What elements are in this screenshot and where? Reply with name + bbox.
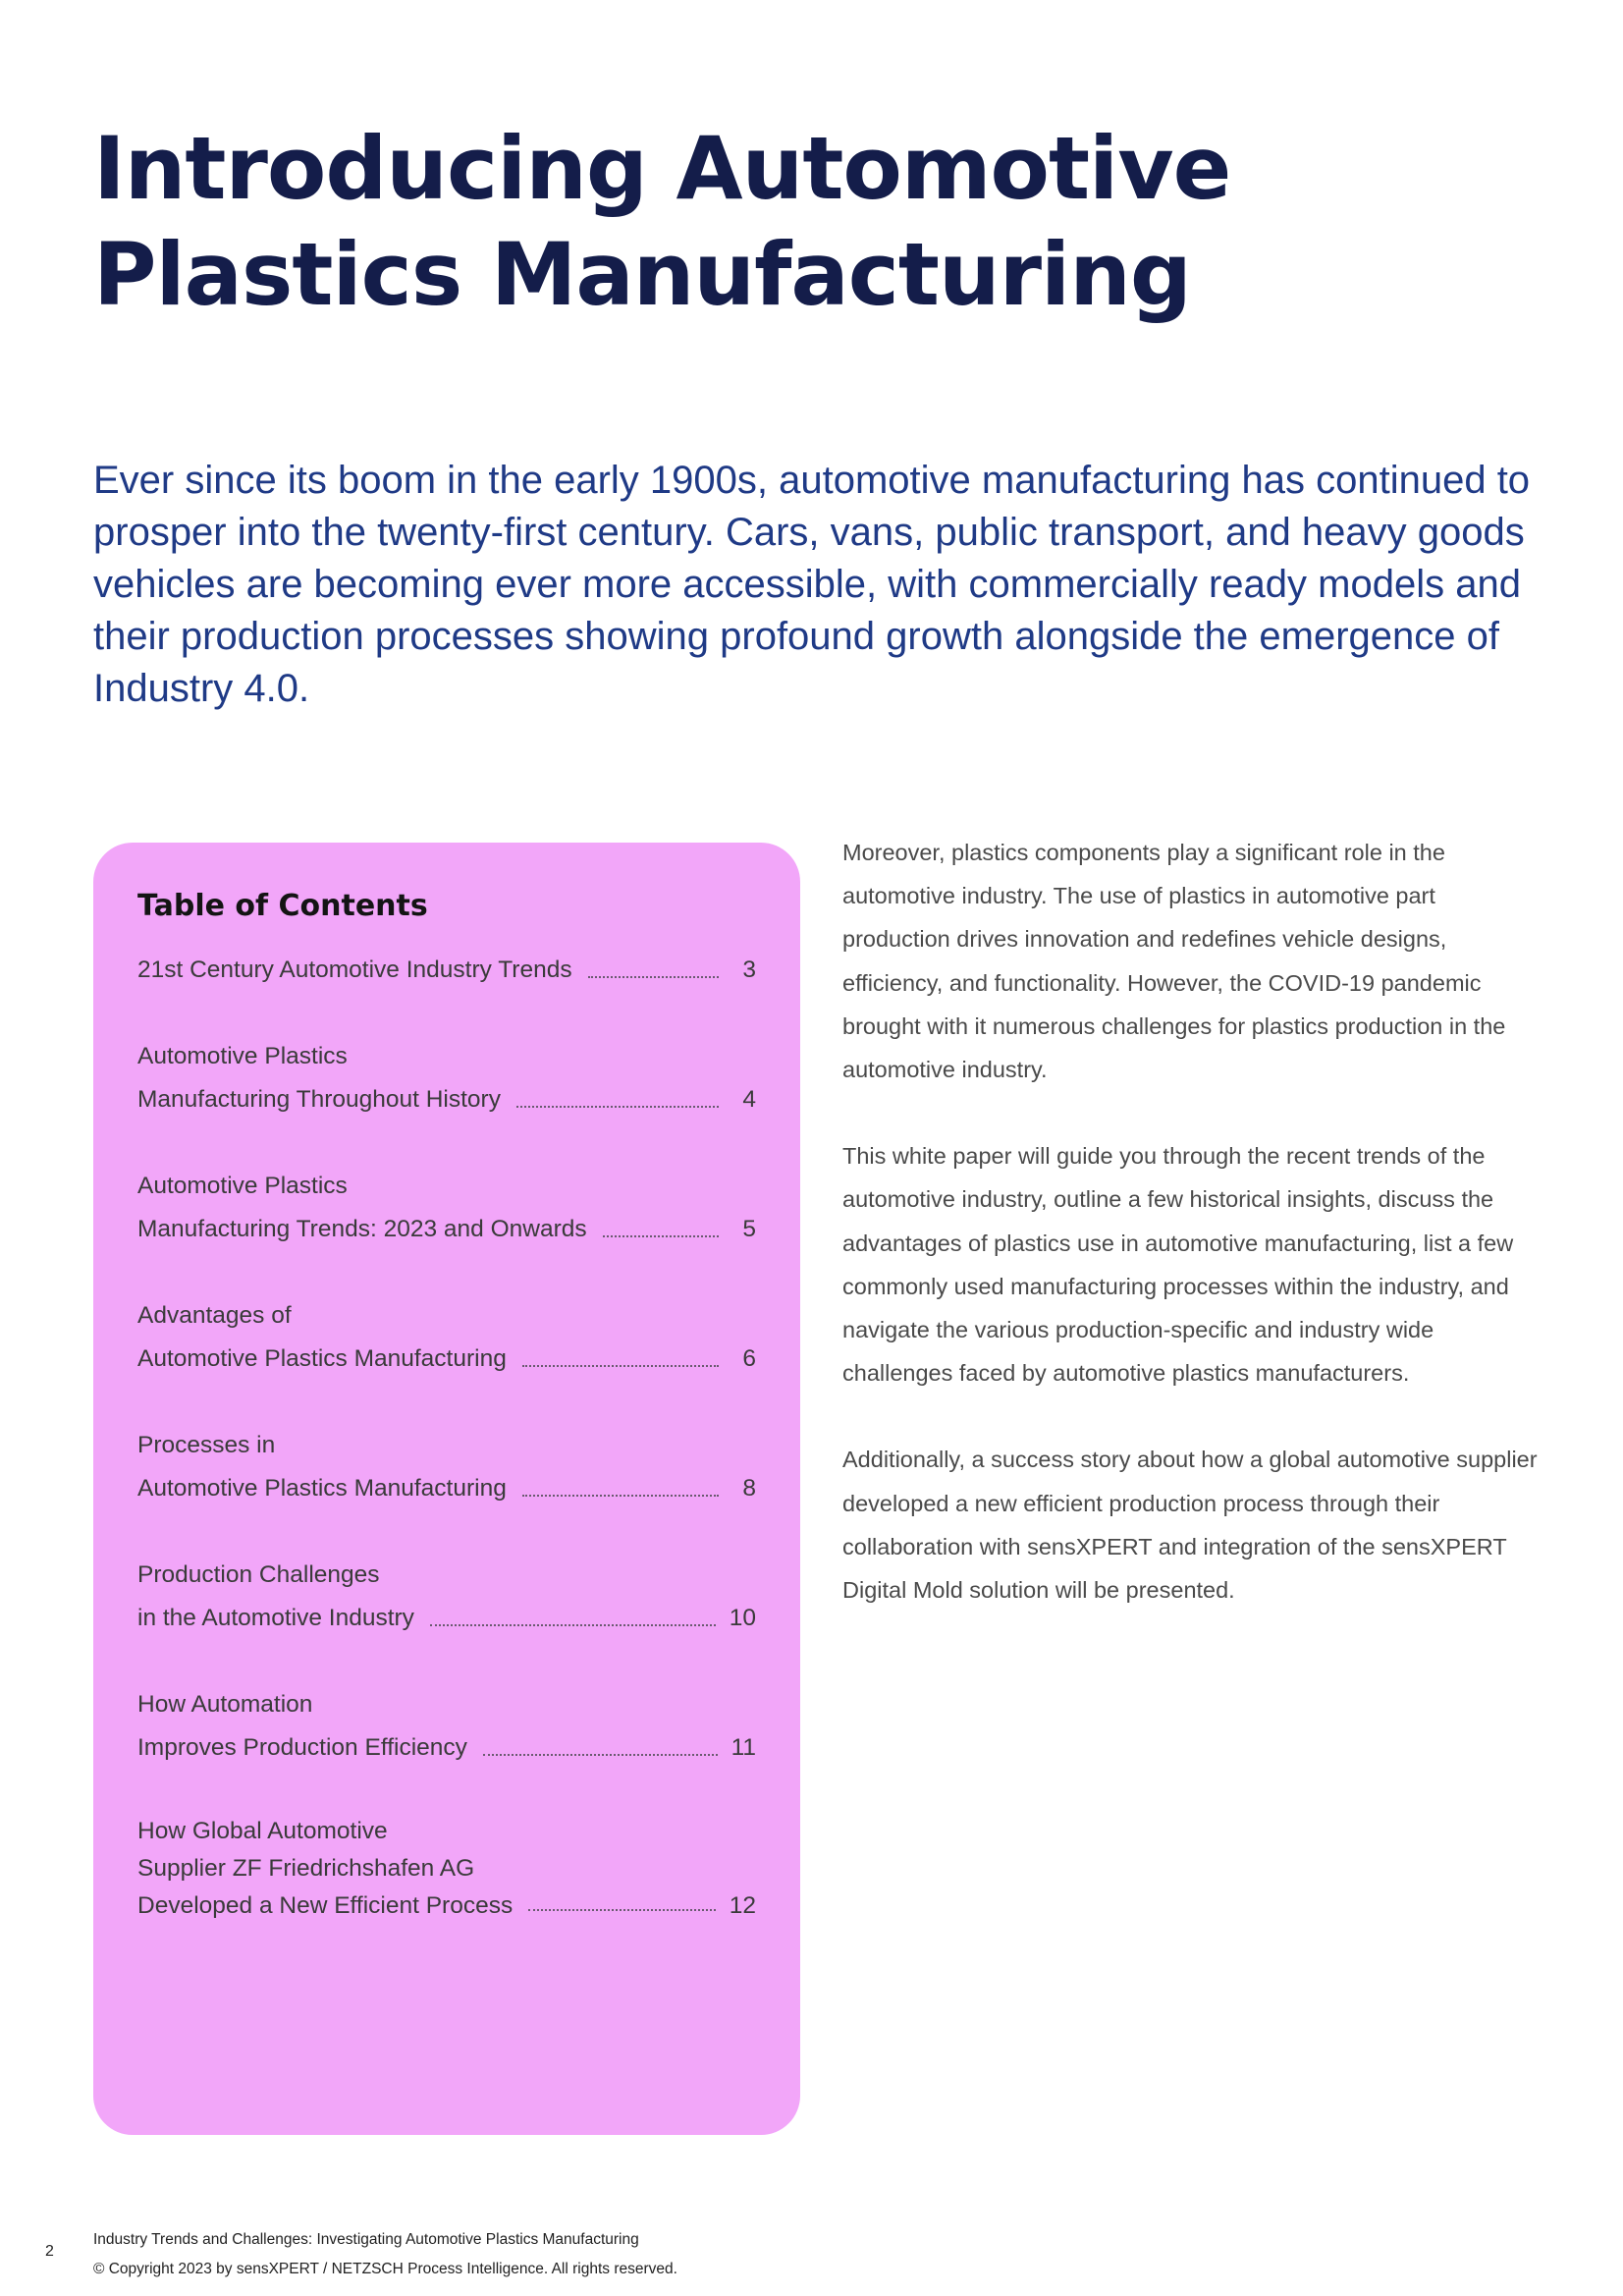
page-title: Introducing Automotive Plastics Manufacturing [93,118,1231,325]
footer-page-number: 2 [45,2243,54,2260]
toc-entry[interactable] [137,1035,756,1121]
toc-entry[interactable] [137,1683,756,1770]
body-paragraph: Moreover, plastics components play a significant role in the automotive industry. The use of plastics in automotive part production drives innovation and redefines vehicle designs, efficiency, and functionality. However, the COVID-19 pandemic brought with it numerous challenges for plastics production in the automotive industry. [842,840,1506,1083]
body-paragraph: This white paper will guide you through the recent trends of the automotive industry, outline a few historical insights, discuss the advantages of plastics use in automotive manufacturing, list a few commonly used manufacturing processes within the industry, and navigate the various production-specific and industry wide challenges faced by automotive plastics manufacturers. [842,1143,1514,1387]
toc-entry-page: 4 [742,1086,756,1113]
body-text-column [842,831,1549,1655]
toc-entry-page: 12 [729,1892,756,1919]
toc-leader-dots [588,976,719,978]
intro-paragraph: Ever since its boom in the early 1900s, automotive manufacturing has continued to prosper into the twenty-first century. Cars, vans, public transport, and heavy goods vehicles are becoming ever more accessible, with commercially ready models and their production processes showing profound growth alongside the emergence of Industry 4.0. [93,459,1531,710]
toc-entry-page: 3 [742,957,756,983]
toc-entry-page: 10 [729,1605,756,1631]
toc-entry[interactable] [137,949,756,992]
toc-entry[interactable] [137,1165,756,1251]
toc-entry-page: 6 [742,1345,756,1372]
toc-leader-dots [516,1106,719,1108]
footer [93,2225,677,2284]
table-of-contents [93,843,800,2135]
toc-entry-title: How Automation Improves Production Efficiency [137,1691,467,1761]
toc-entry[interactable] [137,1294,756,1381]
toc-entry-title: Automotive Plastics Manufacturing Trends: 2023 and Onwards [137,1173,587,1242]
toc-list [137,949,756,1925]
toc-entry-title: Processes in Automotive Plastics Manufacturing [137,1432,507,1502]
toc-heading: Table of Contents [137,889,428,923]
toc-entry-title: How Global Automotive Supplier ZF Friedrichshafen AG Developed a New Efficient Process [137,1818,514,1919]
toc-entry-title: Production Challenges in the Automotive Industry [137,1561,414,1631]
toc-entry[interactable] [137,1554,756,1640]
toc-entry-title: Advantages of Automotive Plastics Manufacturing [137,1302,507,1372]
toc-entry-title: 21st Century Automotive Industry Trends [137,957,572,983]
toc-leader-dots [522,1365,719,1367]
toc-leader-dots [522,1495,719,1497]
toc-entry[interactable] [137,1424,756,1510]
body-paragraph: Additionally, a success story about how a global automotive supplier developed a new efficient production process through their collaboration with sensXPERT and integration of the sensXPERT Digital Mold solution will be presented. [842,1447,1538,1604]
footer-copyright: © Copyright 2023 by sensXPERT / NETZSCH Process Intelligence. All rights reserved. [93,2261,677,2277]
toc-leader-dots [528,1909,716,1911]
toc-entry-page: 5 [742,1216,756,1242]
toc-leader-dots [430,1624,716,1626]
toc-entry[interactable] [137,1813,756,1925]
toc-entry-page: 8 [742,1475,756,1502]
toc-entry-title: Automotive Plastics Manufacturing Throughout History [137,1043,501,1113]
toc-leader-dots [603,1235,719,1237]
toc-leader-dots [483,1754,718,1756]
toc-entry-page: 11 [730,1734,756,1761]
footer-document-title: Industry Trends and Challenges: Investigating Automotive Plastics Manufacturing [93,2231,639,2248]
